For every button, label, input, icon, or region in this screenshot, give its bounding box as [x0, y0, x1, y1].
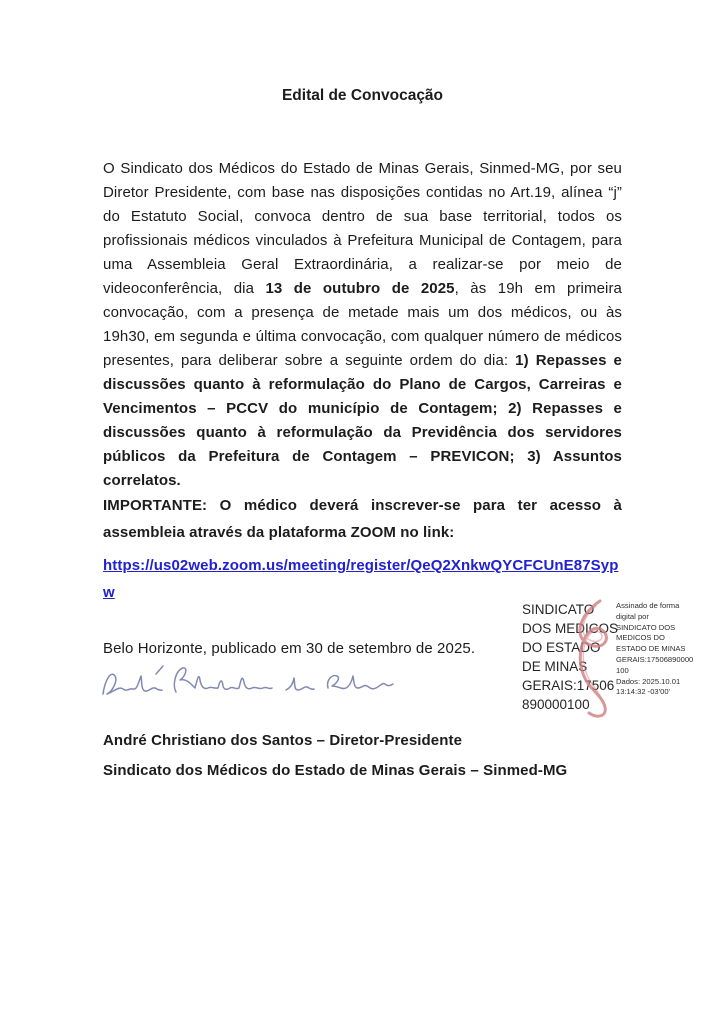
- digsig-detail-line: SINDICATO DOS: [616, 622, 676, 632]
- meeting-date-bold: 13 de outubro de 2025: [265, 280, 455, 297]
- agenda-bold: 1) Repasses e discussões quanto à reformulação do Plano de Cargos, Carreiras e Vencimentos – PCCV do município de Contagem; 2) Repasses e discussões quanto à reformulação da Previdência dos servidores públicos da Prefeitura de Contagem – PREVICON; 3) Assuntos correlatos.: [103, 352, 622, 489]
- zoom-link-line: [103, 552, 622, 606]
- digsig-detail-line: MEDICOS DO: [616, 633, 665, 643]
- paragraph-text: , às 19h em primeira convocação, com a presença de metade mais um dos médicos, ou às 19h30, em segunda e última convocação, com qualquer número de médicos presentes, para deliberar sobre a seguinte ordem do dia:: [103, 280, 622, 369]
- publication-date-line: Belo Horizonte, publicado em 30 de setembro de 2025.: [103, 640, 476, 657]
- digsig-subject-line: SINDICATO: [522, 602, 595, 617]
- handwritten-signature: [96, 650, 396, 705]
- digsig-detail-line: Assinado de forma: [616, 601, 680, 610]
- signer-organization: Sindicato dos Médicos do Estado de Minas Gerais – Sinmed-MG: [103, 762, 568, 779]
- digsig-detail-line: 13:14:32 -03'00': [616, 687, 670, 697]
- digsig-subject-line: GERAIS:17506: [522, 678, 615, 693]
- digsig-detail-line: GERAIS:17506890000: [616, 654, 694, 664]
- paragraph-text: O Sindicato dos Médicos do Estado de Minas Gerais, Sinmed-MG, por seu Diretor Presidente, com base nas disposições contidas no Art.19, alínea “j” do Estatuto Social, convoca dentro de sua base territorial, todos os profissionais médicos vinculados à Prefeitura Municipal de Contagem, para uma Assembleia Geral Extraordinária, a realizar-se por meio de videoconferência, dia: [103, 160, 622, 297]
- important-notice: IMPORTANTE: O médico deverá inscrever-se para ter acesso à assembleia através da plataforma ZOOM no link:: [103, 497, 622, 541]
- digsig-detail-line: Dados: 2025.10.01: [616, 676, 681, 686]
- document-title: Edital de Convocação: [281, 87, 444, 104]
- digsig-subject-line: 890000100: [522, 697, 590, 712]
- main-paragraph: [103, 157, 622, 493]
- digsig-detail-line: digital por: [616, 611, 649, 621]
- zoom-registration-link[interactable]: https://us02web.zoom.us/meeting/register/QeQ2XnkwQYCFCUnE87Sypw: [103, 557, 619, 601]
- digsig-subject-line: DO ESTADO: [522, 640, 601, 655]
- digital-signature-subject: [522, 600, 619, 714]
- digital-signature-details: [616, 601, 720, 698]
- digsig-detail-line: ESTADO DE MINAS: [616, 644, 686, 654]
- digsig-subject-line: DOS MEDICOS: [522, 621, 619, 636]
- signer-name-title: André Christiano dos Santos – Diretor-Presidente: [103, 732, 463, 749]
- digsig-detail-line: 100: [616, 665, 629, 675]
- digsig-subject-line: DE MINAS: [522, 659, 588, 674]
